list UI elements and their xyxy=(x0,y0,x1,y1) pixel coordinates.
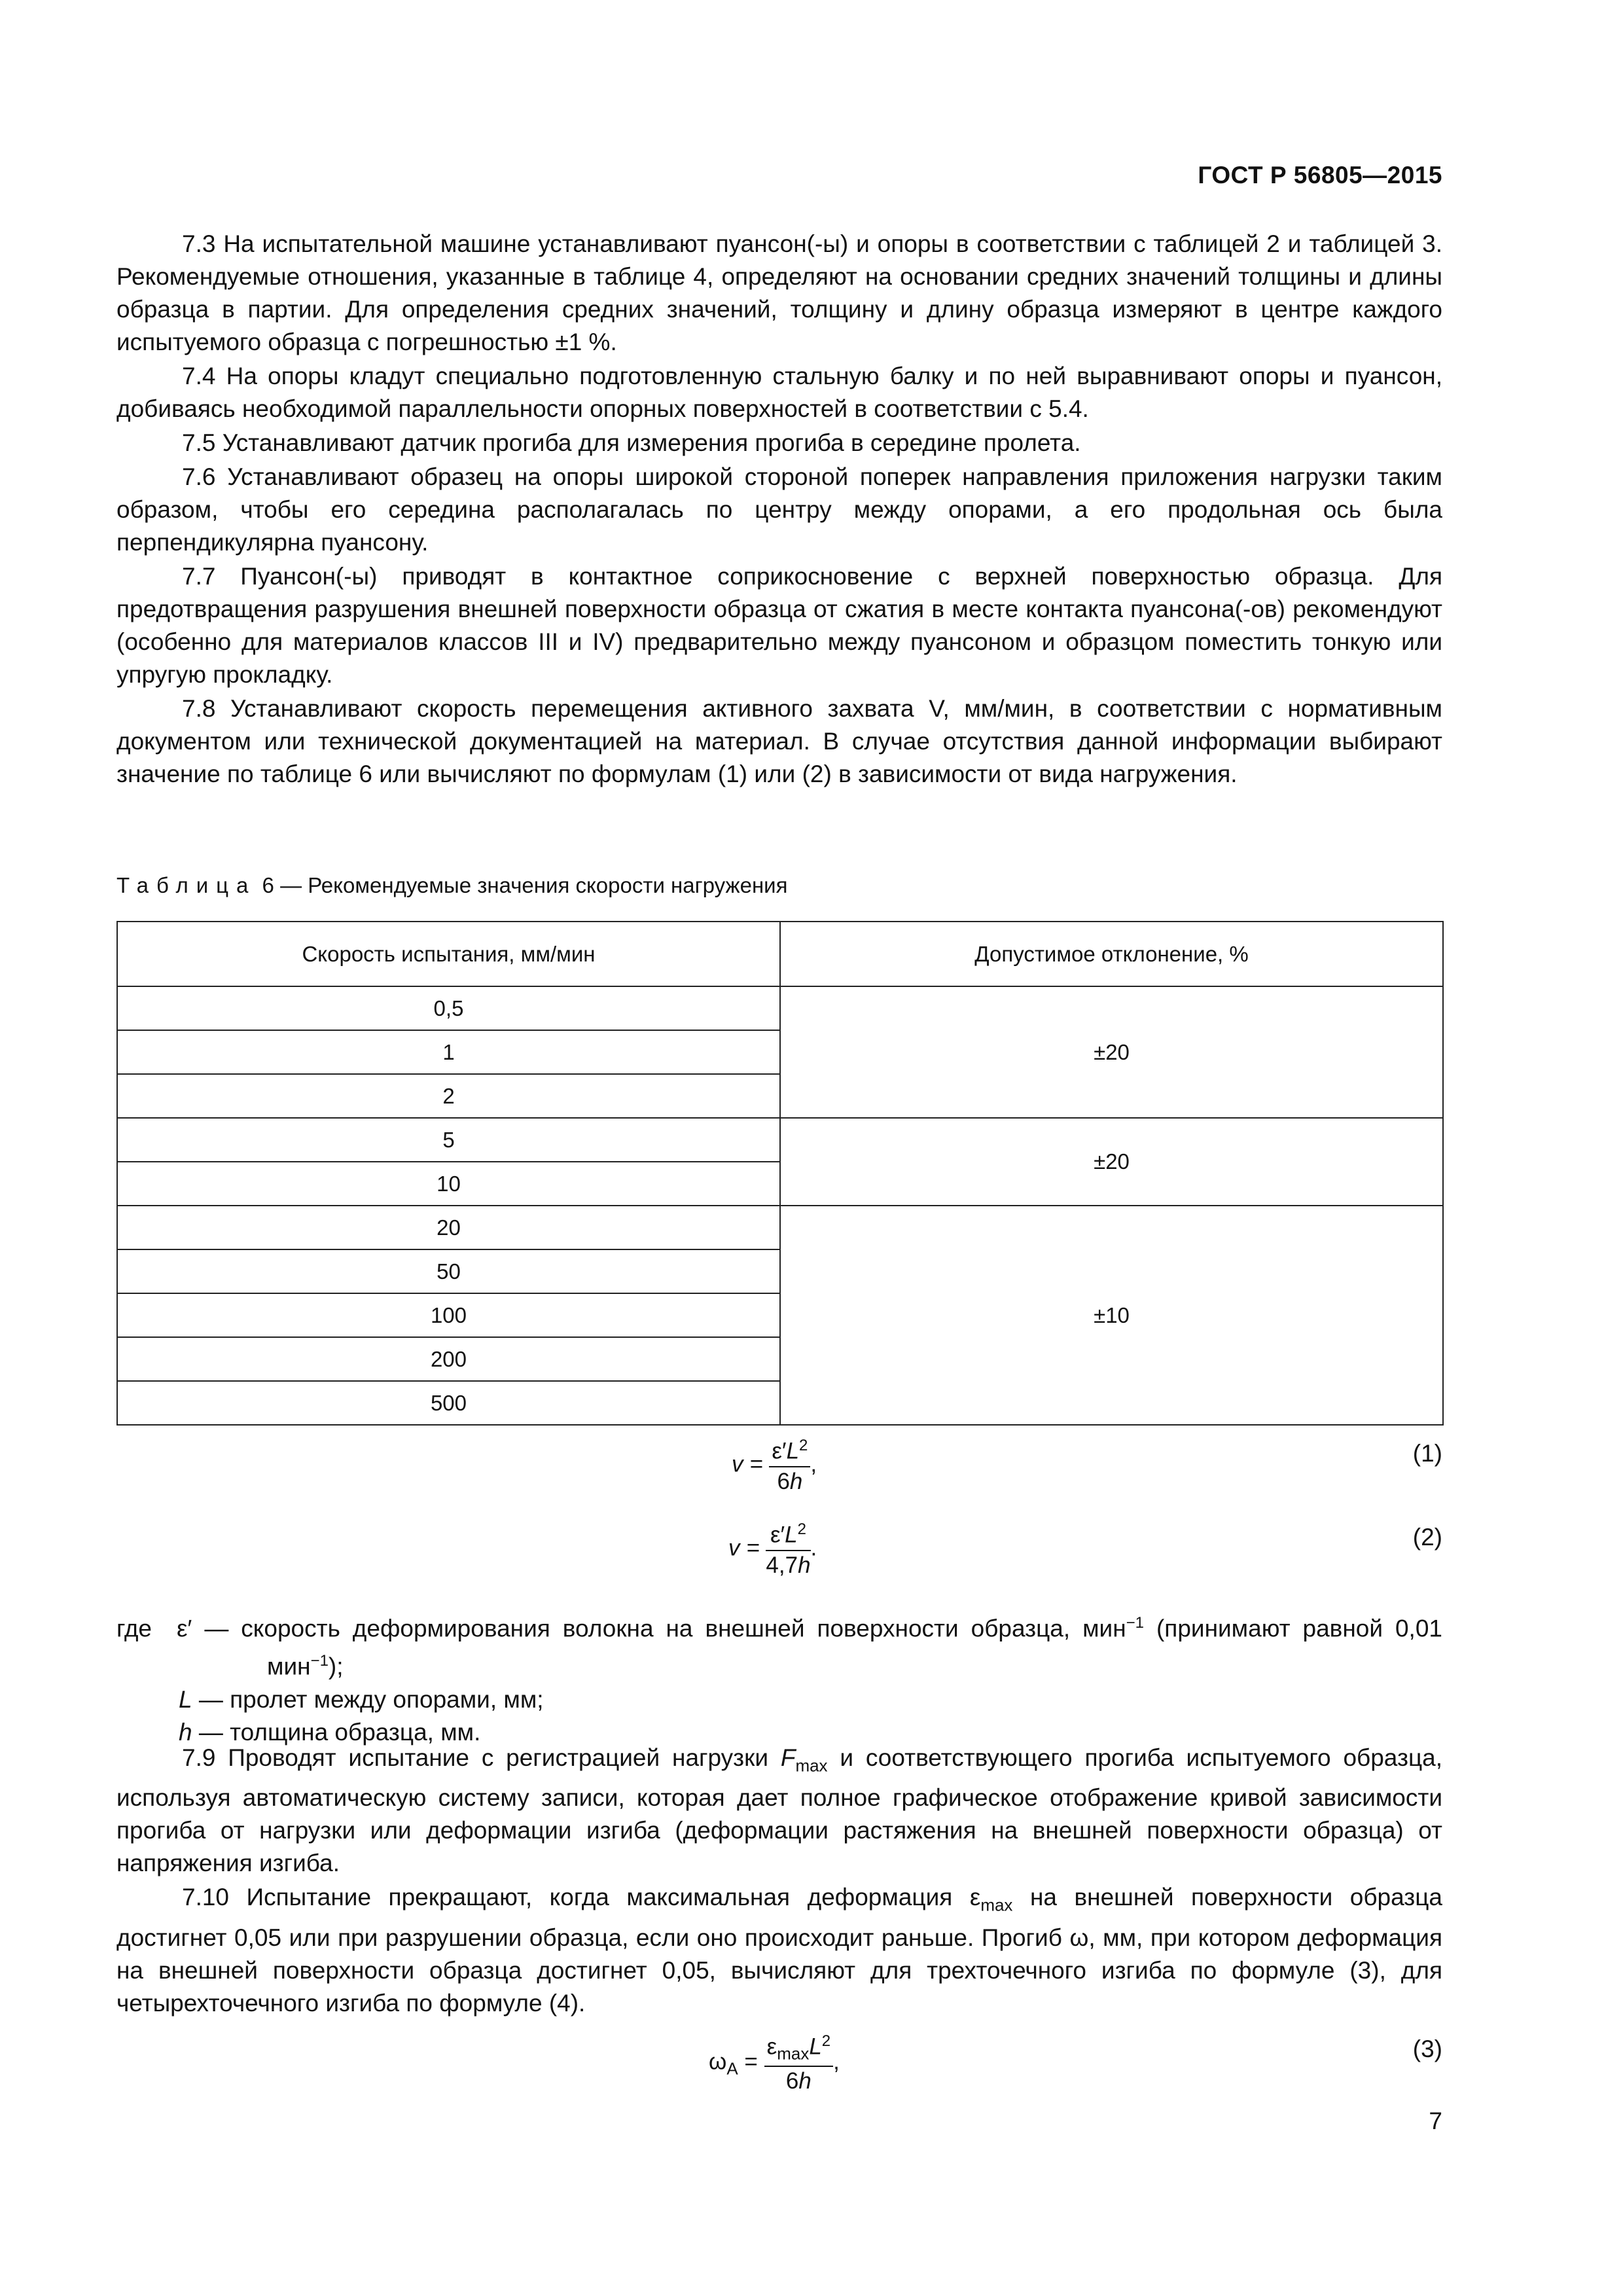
paragraph-7-5: 7.5 Устанавливают датчик прогиба для измерения прогиба в середине пролета. xyxy=(182,429,1081,456)
tolerance-cell: ±20 xyxy=(780,986,1443,1118)
formula-2-number: (2) xyxy=(1412,1524,1442,1551)
paragraph-7-7: 7.7 Пуансон(-ы) приводят в контактное соприкосновение с верхней поверхностью образца. Для предотвращения разрушения внешней поверхности образца от сжатия в месте контакта пуансона(-ов) рекомендуют (особенно для материалов классов III и IV) предварительно между пуансоном и образцом поместить тонкую или упругую прокладку. xyxy=(116,563,1442,688)
speed-cell: 200 xyxy=(117,1337,780,1381)
speed-cell: 100 xyxy=(117,1293,780,1337)
speed-cell: 5 xyxy=(117,1118,780,1162)
speed-cell: 500 xyxy=(117,1381,780,1425)
table-row xyxy=(117,1206,1443,1249)
table-header-row xyxy=(117,922,1443,986)
table-6-caption xyxy=(116,873,787,898)
paragraph-7-8: 7.8 Устанавливают скорость перемещения активного захвата V, мм/мин, в соответствии с нормативным документом или технической документацией на материал. В случае отсутствия данной информации выбирают значение по таблице 6 или вычисляют по формулам (1) или (2) в зависимости от вида нагружения. xyxy=(116,695,1442,787)
table-caption-prefix: Таблица xyxy=(116,873,257,897)
speed-cell: 0,5 xyxy=(117,986,780,1030)
formula-1-number: (1) xyxy=(1412,1440,1442,1467)
speed-cell: 10 xyxy=(117,1162,780,1206)
paragraph-7-6: 7.6 Устанавливают образец на опоры широкой стороной поперек направления приложения нагрузки таким образом, чтобы его середина располагалась по центру между опорами, а его продольная ось была перпендикулярна пуансону. xyxy=(116,463,1442,556)
fraction xyxy=(766,1520,810,1579)
formula-3-number: (3) xyxy=(1412,2036,1442,2062)
speed-cell: 50 xyxy=(117,1249,780,1293)
formula-lhs: v = xyxy=(728,1535,760,1561)
fraction-denominator: 6h xyxy=(785,2068,812,2094)
fraction-numerator: $\varepsilon'L^2$ xyxy=(766,1520,810,1551)
table-caption-title: 6 — Рекомендуемые значения скорости нагружения xyxy=(256,873,788,897)
formula-lhs: v = xyxy=(732,1451,763,1477)
paragraph-7-4: 7.4 На опоры кладут специально подготовленную стальную балку и по ней выравнивают опоры и пуансон, добиваясь необходимой параллельности опорных поверхностей в соответствии с 5.4. xyxy=(116,363,1442,422)
table-row xyxy=(117,1118,1443,1162)
page-number: 7 xyxy=(1429,2108,1442,2134)
fraction-numerator: $\varepsilon'L^2$ xyxy=(769,1437,810,1467)
fraction-numerator: $\varepsilon_{max}L^2$ xyxy=(764,2032,834,2067)
tolerance-cell: ±20 xyxy=(780,1118,1443,1206)
document-header-id: ГОСТ Р 56805—2015 xyxy=(1198,162,1442,188)
fraction-denominator: 4,7h xyxy=(766,1552,811,1578)
variable-epsilon-def: где ε′ — скорость деформирования волокна на внешней поверхности образца, мин$^{-1}$ (принимают равной 0,01 мин$^{-1}$); xyxy=(116,1614,1442,1680)
table-6 xyxy=(116,921,1444,1426)
tolerance-cell: ±10 xyxy=(780,1206,1443,1425)
paragraph-7-3: 7.3 На испытательной машине устанавливают пуансон(-ы) и опоры в соответствии с таблицей 2 и таблицей 3. Рекомендуемые отношения, указанные в таблице 4, определяют на основании средних значений толщины и длины образца в партии. Для определения средних значений, толщину и длину образца измеряют в центре каждого испытуемого образца с погрешностью ±1 %. xyxy=(116,230,1442,355)
fraction-denominator: 6h xyxy=(777,1468,803,1494)
formula-3: $\omega_A$ = $\frac{\varepsilon_{max}L^2}{6h}$ , xyxy=(709,2032,840,2094)
variables-explanation xyxy=(116,1607,1442,1749)
document-page xyxy=(116,0,1442,2296)
variable-h-def: h — толщина образца, мм. xyxy=(179,1718,481,1746)
formula-1: v = $\frac{\varepsilon'L^2}{6h}$ , xyxy=(732,1437,817,1494)
col-header-tolerance: Допустимое отклонение, % xyxy=(780,922,1443,986)
col-header-speed: Скорость испытания, мм/мин xyxy=(117,922,780,986)
body-text-bottom xyxy=(116,1742,1442,2020)
paragraph-7-9: 7.9 Проводят испытание с регистрацией нагрузки $F_{max}$ и соответствующего прогиба испытуемого образца, используя автоматическую систему записи, которая дает полное графическое отображение кривой зависимости прогиба от нагрузки или деформации изгиба (деформации растяжения на внешней поверхности образца) от напряжения изгиба. xyxy=(116,1744,1442,1877)
fraction xyxy=(769,1437,810,1495)
fraction xyxy=(764,2032,834,2094)
formula-2: v = $\frac{\varepsilon'L^2}{4,7h}$ . xyxy=(728,1520,817,1578)
variable-L-def: L — пролет между опорами, мм; xyxy=(179,1685,544,1713)
table-row xyxy=(117,986,1443,1030)
body-text-top xyxy=(116,228,1442,791)
speed-cell: 2 xyxy=(117,1074,780,1118)
speed-cell: 20 xyxy=(117,1206,780,1249)
speed-cell: 1 xyxy=(117,1030,780,1074)
paragraph-7-10: 7.10 Испытание прекращают, когда максимальная деформация $\varepsilon_{max}$ на внешней поверхности образца достигнет 0,05 или при разрушении образца, если оно происходит раньше. Прогиб ω, мм, при котором деформация на внешней поверхности образца достигнет 0,05, вычисляют для трехточечного изгиба по формуле (3), для четырехточечного изгиба по формуле (4). xyxy=(116,1884,1443,2017)
